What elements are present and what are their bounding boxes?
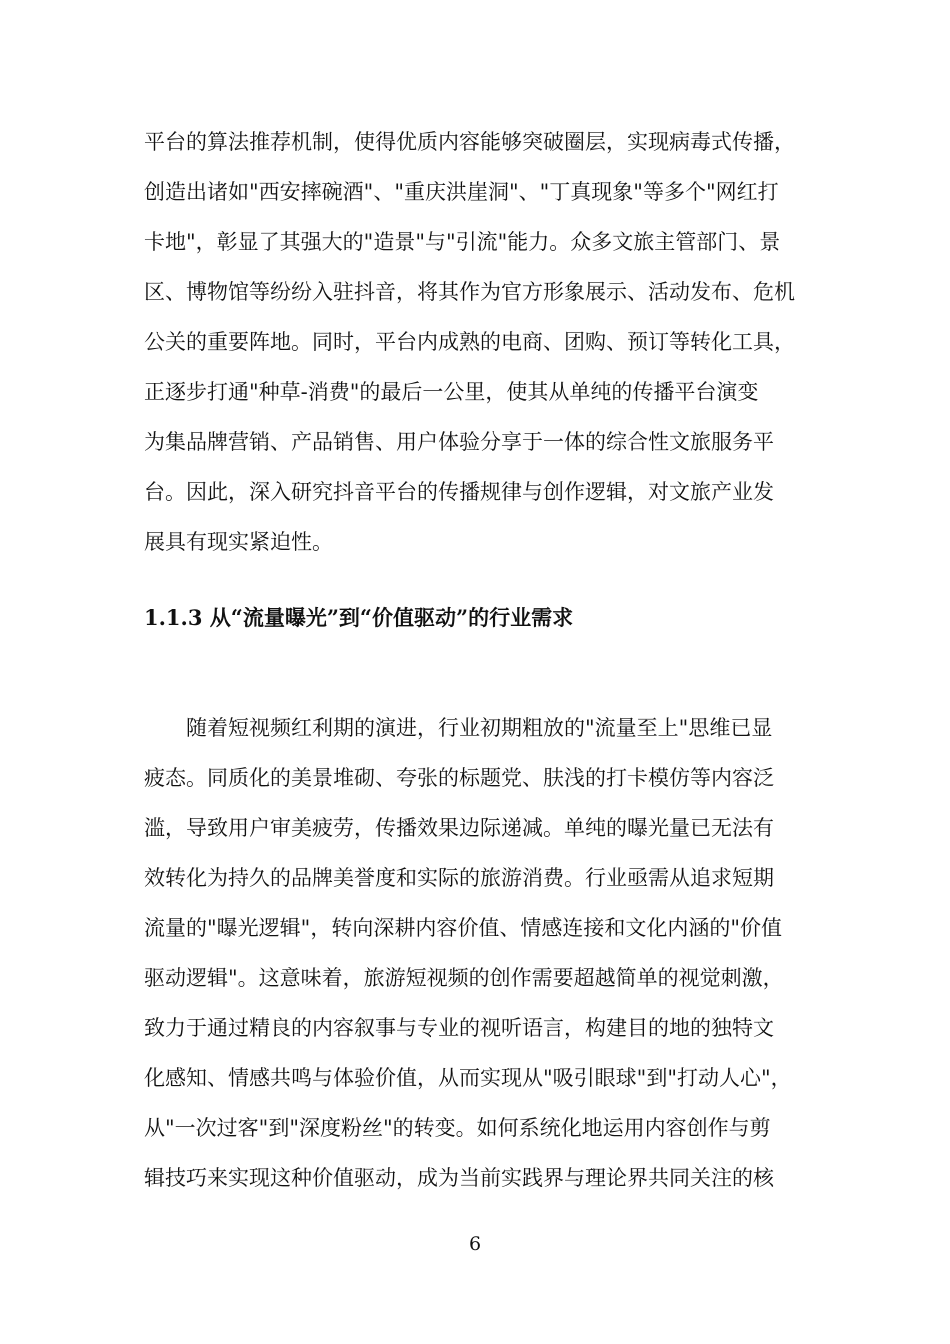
paragraph-2-line-6: 驱动逻辑"。这意味着，旅游短视频的创作需要超越简单的视觉刺激， xyxy=(144,966,784,990)
paragraph-2-line-3: 滥，导致用户审美疲劳，传播效果边际递减。单纯的曝光量已无法有 xyxy=(144,816,774,840)
paragraph-1-line-5: 公关的重要阵地。同时，平台内成熟的电商、团购、预订等转化工具， xyxy=(144,330,795,354)
paragraph-2-line-1: 随着短视频红利期的演进，行业初期粗放的"流量至上"思维已显 xyxy=(186,716,773,740)
paragraph-2-line-8: 化感知、情感共鸣与体验价值，从而实现从"吸引眼球"到"打动人心"， xyxy=(144,1066,792,1090)
paragraph-2-line-7: 致力于通过精良的内容叙事与专业的视听语言，构建目的地的独特文 xyxy=(144,1016,774,1040)
paragraph-2-line-9: 从"一次过客"到"深度粉丝"的转变。如何系统化地运用内容创作与剪 xyxy=(144,1116,771,1140)
section-heading: 1.1.3 从“流量曝光”到“价值驱动”的行业需求 xyxy=(144,605,574,630)
paragraph-1-line-8: 台。因此，深入研究抖音平台的传播规律与创作逻辑，对文旅产业发 xyxy=(144,480,774,504)
paragraph-2-line-5: 流量的"曝光逻辑"，转向深耕内容价值、情感连接和文化内涵的"价值 xyxy=(144,916,782,940)
paragraph-1-line-7: 为集品牌营销、产品销售、用户体验分享于一体的综合性文旅服务平 xyxy=(144,430,774,454)
paragraph-1-line-1: 平台的算法推荐机制，使得优质内容能够突破圈层，实现病毒式传播， xyxy=(144,130,795,154)
paragraph-1-line-3: 卡地"，彰显了其强大的"造景"与"引流"能力。众多文旅主管部门、景 xyxy=(144,230,781,254)
paragraph-1-line-4: 区、博物馆等纷纷入驻抖音，将其作为官方形象展示、活动发布、危机 xyxy=(144,280,795,304)
paragraph-2-line-10: 辑技巧来实现这种价值驱动，成为当前实践界与理论界共同关注的核 xyxy=(144,1166,774,1190)
paragraph-1-line-6: 正逐步打通"种草-消费"的最后一公里，使其从单纯的传播平台演变 xyxy=(144,380,759,404)
paragraph-1-line-2: 创造出诸如"西安摔碗酒"、"重庆洪崖洞"、"丁真现象"等多个"网红打 xyxy=(144,180,779,204)
paragraph-1-line-9: 展具有现实紧迫性。 xyxy=(144,530,333,554)
paragraph-2-line-4: 效转化为持久的品牌美誉度和实际的旅游消费。行业亟需从追求短期 xyxy=(144,866,774,890)
paragraph-2-line-2: 疲态。同质化的美景堆砌、夸张的标题党、肤浅的打卡模仿等内容泛 xyxy=(144,766,774,790)
page-number: 6 xyxy=(468,1233,482,1255)
